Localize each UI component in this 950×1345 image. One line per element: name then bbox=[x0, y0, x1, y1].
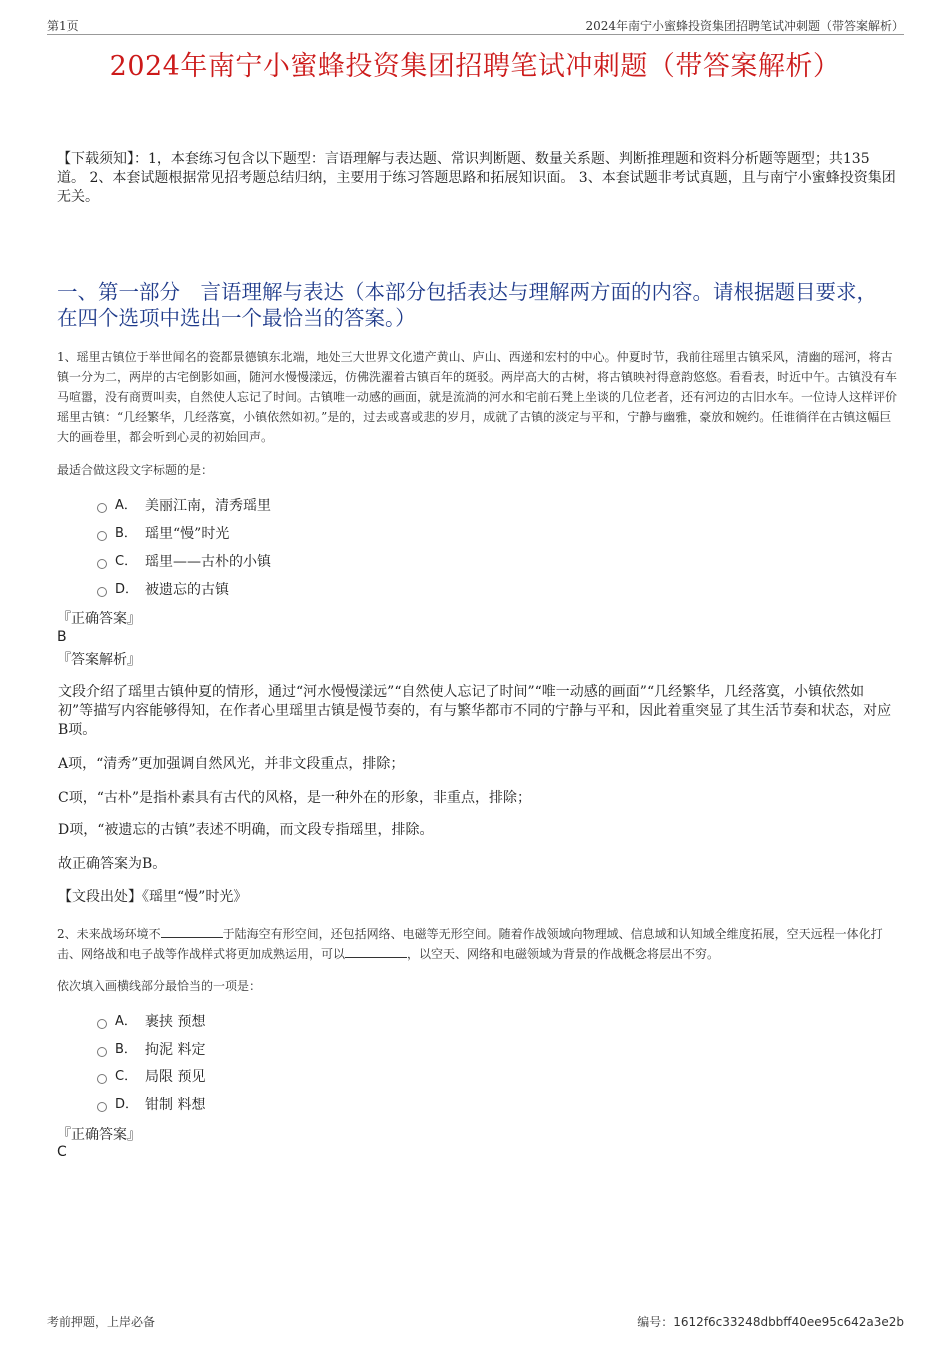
radio-icon[interactable] bbox=[97, 531, 107, 541]
question-2-prompt: 依次填入画横线部分最恰当的一项是： bbox=[57, 979, 262, 993]
option-text: 瑶里——古朴的小镇 bbox=[145, 554, 271, 570]
q1-analysis-paragraph: 故正确答案为B。 bbox=[58, 856, 167, 872]
question-1-text: 1、瑶里古镇位于举世闻名的瓷都景德镇东北端，地处三大世界文化遗产黄山、庐山、西递和宏村的中心。仲夏时节，我前往瑶里古镇采风，清幽的瑶河，将古镇一分为二，两岸的古宅倒影如画，随河水慢慢漾远，仿佛洗濯着古镇百年的斑驳。两岸高大的古树，将古镇映衬得意韵悠悠。看看表，时近中午。古镇没有车马喧嚣，没有商贾叫卖，自然使人忘记了时间。古镇唯一动感的画面，就是流淌的河水和宅前石凳上坐谈的几位老者，还有河边的古旧水车。一位诗人这样评价瑶里古镇：“几经繁华，几经落寞，小镇依然如初。”是的，过去或喜或悲的岁月，成就了古镇的淡定与平和，宁静与幽雅，豪放和婉约。任谁徜徉在古镇这幅巨大的画卷里，都会听到心灵的初始回声。 bbox=[57, 350, 898, 444]
q2-answer-label: 『正确答案』 bbox=[57, 1127, 141, 1143]
page-footer bbox=[47, 1313, 904, 1330]
code-value: 1612f6c33248dbbff40ee95c642a3e2b bbox=[673, 1315, 904, 1329]
code-label: 编号： bbox=[637, 1315, 674, 1329]
question-2-text bbox=[57, 924, 902, 964]
q1-option-c[interactable] bbox=[97, 553, 271, 571]
option-text: 钳制 料想 bbox=[145, 1097, 206, 1113]
option-key: D． bbox=[115, 1097, 139, 1112]
option-key: B． bbox=[115, 526, 137, 541]
q2-text-part: ，以空天、网络和电磁领域为背景的作战概念将层出不穷。 bbox=[407, 947, 720, 961]
question-1-prompt: 最适合做这段文字标题的是： bbox=[57, 463, 214, 477]
radio-icon[interactable] bbox=[97, 587, 107, 597]
q2-option-a[interactable] bbox=[97, 1013, 205, 1031]
option-text: 瑶里“慢”时光 bbox=[145, 526, 230, 542]
radio-icon[interactable] bbox=[97, 1019, 107, 1029]
option-key: D． bbox=[115, 582, 139, 597]
option-key: C． bbox=[115, 554, 138, 569]
option-text: 被遗忘的古镇 bbox=[145, 582, 229, 598]
option-key: A． bbox=[115, 498, 137, 513]
q2-option-b[interactable] bbox=[97, 1041, 205, 1059]
radio-icon[interactable] bbox=[97, 559, 107, 569]
radio-icon[interactable] bbox=[97, 1047, 107, 1057]
option-key: C． bbox=[115, 1069, 138, 1084]
q1-answer-label: 『正确答案』 bbox=[57, 611, 141, 627]
footer-slogan: 考前押题，上岸必备 bbox=[47, 1315, 156, 1329]
fill-blank[interactable] bbox=[345, 946, 407, 958]
option-text: 局限 预见 bbox=[145, 1069, 206, 1085]
page-number: 第1页 bbox=[47, 19, 79, 33]
q1-answer: B bbox=[57, 629, 67, 645]
radio-icon[interactable] bbox=[97, 1074, 107, 1084]
radio-icon[interactable] bbox=[97, 1102, 107, 1112]
q1-source: 【文段出处】《瑶里“慢”时光》 bbox=[58, 889, 248, 905]
option-text: 美丽江南，清秀瑶里 bbox=[145, 498, 271, 514]
section-heading: 一、第一部分 言语理解与表达（本部分包括表达与理解两方面的内容。请根据题目要求，在四个选项中选出一个最恰当的答案。） bbox=[57, 280, 877, 330]
q1-option-a[interactable] bbox=[97, 497, 271, 515]
download-notice: 【下载须知】：1，本套练习包含以下题型：言语理解与表达题、常识判断题、数量关系题、判断推理题和资料分析题等题型；共135道。 2、本套试题根据常见招考题总结归纳，主要用于练习答题思路和拓展知识面。 3、本套试题非考试真题，且与南宁小蜜蜂投资集团无关。 bbox=[57, 151, 896, 205]
q2-option-c[interactable] bbox=[97, 1068, 205, 1086]
header-doc-title: 2024年南宁小蜜蜂投资集团招聘笔试冲刺题（带答案解析） bbox=[585, 19, 904, 33]
option-key: B． bbox=[115, 1042, 137, 1057]
option-text: 拘泥 料定 bbox=[145, 1042, 206, 1058]
option-text: 裹挟 预想 bbox=[145, 1014, 206, 1030]
footer-code bbox=[637, 1313, 904, 1330]
document-title: 2024年南宁小蜜蜂投资集团招聘笔试冲刺题（带答案解析） bbox=[109, 51, 841, 82]
q1-analysis-label: 『答案解析』 bbox=[57, 652, 141, 668]
q1-analysis-paragraph: D项，“被遗忘的古镇”表述不明确，而文段专指瑶里，排除。 bbox=[58, 822, 434, 838]
q2-text-part: 2、未来战场环境不 bbox=[57, 927, 161, 941]
q1-analysis-paragraph: 文段介绍了瑶里古镇仲夏的情形，通过“河水慢慢漾远”“自然使人忘记了时间”“唯一动感的画面”“几经繁华，几经落寞，小镇依然如初”等描写内容能够得知，在作者心里瑶里古镇是慢节奏的，有与繁华都市不同的宁静与平和，因此着重突显了其生活节奏和状态，对应B项。 bbox=[58, 684, 892, 738]
q2-option-d[interactable] bbox=[97, 1096, 205, 1114]
q2-text-part: 于陆海空有形空间，还包括网络、电磁等无形空间。随着作战领域向物理域、信息域和认知域全维度拓展，空天远程一体化打击、网络战和电子战等作战样式将更加成熟运用，可以 bbox=[57, 927, 883, 961]
q1-analysis-paragraph: A项，“清秀”更加强调自然风光，并非文段重点，排除； bbox=[58, 756, 405, 772]
option-key: A． bbox=[115, 1014, 137, 1029]
radio-icon[interactable] bbox=[97, 503, 107, 513]
q1-analysis-paragraph: C项，“古朴”是指朴素具有古代的风格，是一种外在的形象，非重点，排除； bbox=[58, 790, 532, 806]
fill-blank[interactable] bbox=[161, 926, 223, 938]
q1-option-b[interactable] bbox=[97, 525, 229, 543]
q2-answer: C bbox=[57, 1144, 67, 1160]
page-header bbox=[47, 14, 904, 35]
q1-option-d[interactable] bbox=[97, 581, 229, 599]
